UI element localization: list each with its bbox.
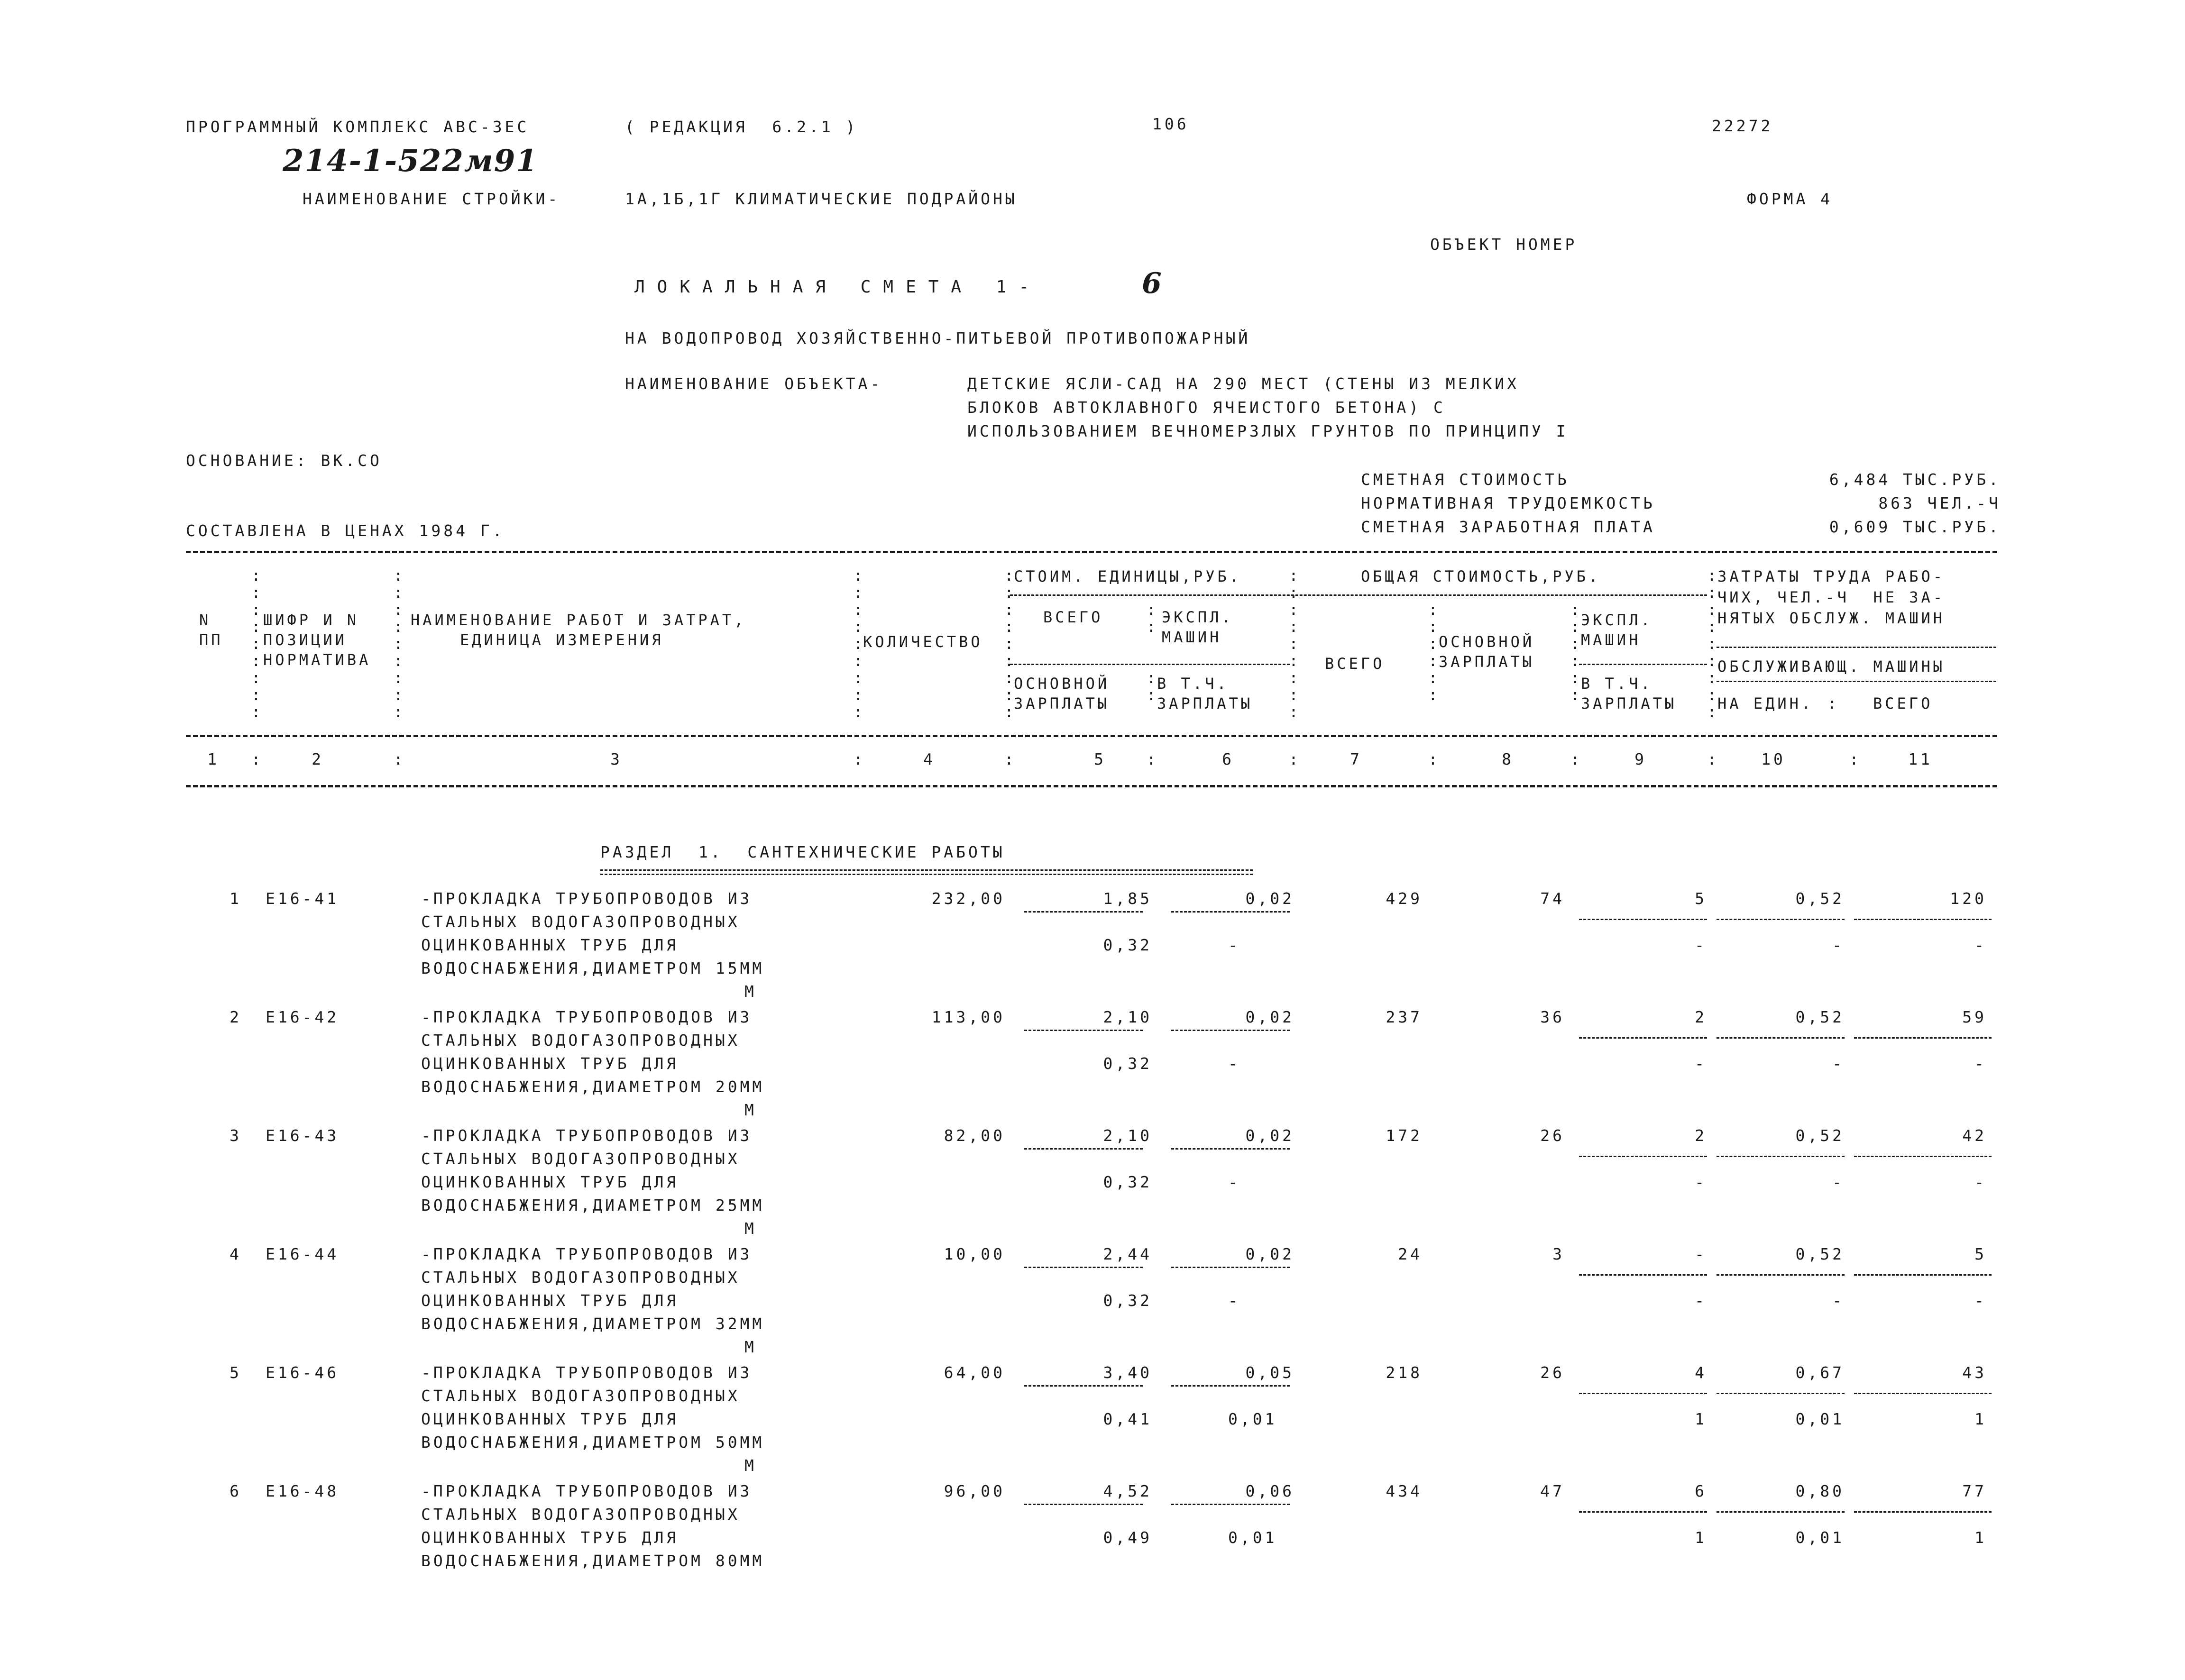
row-name-line: ВОДОСНАБЖЕНИЯ,ДИАМЕТРОМ 25ММ: [421, 1196, 765, 1214]
row-name-line: ВОДОСНАБЖЕНИЯ,ДИАМЕТРОМ 32ММ: [421, 1315, 765, 1333]
separator: :: [1289, 750, 1298, 768]
header-rule-mid: [186, 735, 1997, 737]
cell-divider: [1717, 1393, 1845, 1394]
col-name-label: НАИМЕНОВАНИЕ РАБОТ И ЗАТРАТ,: [411, 611, 746, 629]
row-unit-machine: 0,02: [1245, 1008, 1294, 1026]
cell-divider: [1854, 919, 1992, 920]
row-machine-salary-total: -: [1695, 1291, 1707, 1310]
row-labor-machine-total: 1: [1974, 1410, 1987, 1428]
cell-divider: [1854, 1274, 1992, 1276]
cell-divider: [1579, 1274, 1707, 1276]
row-salary: 74: [1540, 889, 1565, 908]
cell-divider: [1579, 919, 1707, 920]
row-total: 172: [1386, 1126, 1423, 1145]
row-unit-machine-salary: 0,01: [1228, 1410, 1277, 1428]
row-unit-machine: 0,05: [1245, 1363, 1294, 1382]
row-unit-total: 2,10: [1103, 1126, 1152, 1145]
row-labor-machine-total: -: [1974, 1291, 1987, 1310]
object-number: ОБЪЕКТ НОМЕР: [1430, 235, 1578, 254]
row-unit-total: 2,44: [1103, 1245, 1152, 1263]
row-name-line: ВОДОСНАБЖЕНИЯ,ДИАМЕТРОМ 15ММ: [421, 959, 765, 977]
col-labor-sub-label: ОБСЛУЖИВАЮЩ. МАШИНЫ: [1717, 657, 1946, 676]
col-n-label: ПП: [199, 631, 223, 649]
row-code: Е16-42: [266, 1008, 340, 1026]
row-labor-machine-per-unit: 0,01: [1795, 1528, 1845, 1547]
cell-divider: [1171, 1030, 1290, 1031]
row-machine-salary-total: -: [1695, 1054, 1707, 1073]
row-machine-total: 5: [1695, 889, 1707, 908]
separator: :: [1707, 750, 1717, 768]
col-number: 7: [1350, 750, 1362, 768]
header-subrule: [1579, 664, 1707, 665]
col-salary-label: ОСНОВНОЙ: [1439, 633, 1535, 651]
row-machine-total: 2: [1695, 1126, 1707, 1145]
row-unit: М: [744, 1338, 757, 1356]
col-incl-salary-label: ЗАРПЛАТЫ: [1157, 694, 1253, 712]
header-rule-bottom: [186, 785, 1997, 787]
separator: : : : : : :: [1570, 600, 1580, 704]
cell-divider: [1717, 1156, 1845, 1157]
cell-divider: [1579, 1037, 1707, 1039]
row-unit-salary: 0,32: [1103, 1054, 1152, 1073]
cell-divider: [1579, 1511, 1707, 1513]
col-incl-salary-label: В Т.Ч.: [1157, 675, 1229, 693]
row-machine-salary-total: 1: [1695, 1410, 1707, 1428]
object-line-3: ИСПОЛЬЗОВАНИЕМ ВЕЧНОМЕРЗЛЫХ ГРУНТОВ ПО ПРИНЦИПУ I: [967, 422, 1569, 440]
row-labor-per-unit: 0,67: [1795, 1363, 1845, 1382]
cell-divider: [1024, 911, 1143, 913]
col-salary-label: ЗАРПЛАТЫ: [1439, 653, 1535, 671]
row-labor-machine-per-unit: -: [1832, 1291, 1845, 1310]
separator: :: [854, 750, 863, 768]
row-salary: 36: [1540, 1008, 1565, 1026]
construction-value: 1А,1Б,1Г КЛИМАТИЧЕСКИЕ ПОДРАЙОНЫ: [625, 190, 1018, 208]
col-labor-label: ЧИХ, ЧЕЛ.-Ч НЕ ЗА-: [1717, 588, 1946, 606]
row-labor-per-unit: 0,52: [1795, 1008, 1845, 1026]
row-number: 3: [230, 1126, 242, 1145]
program-name: ПРОГРАММНЫЙ КОМПЛЕКС АВС-3ЕС: [186, 118, 530, 136]
estimate-title: ЛОКАЛЬНАЯ СМЕТА 1-: [634, 277, 1042, 297]
col-name-label: ЕДИНИЦА ИЗМЕРЕНИЯ: [460, 631, 664, 649]
row-name-line: ВОДОСНАБЖЕНИЯ,ДИАМЕТРОМ 20ММ: [421, 1077, 765, 1096]
header-rule-top: [186, 551, 1997, 553]
row-labor-per-unit: 0,52: [1795, 1126, 1845, 1145]
row-labor-machine-total: -: [1974, 1173, 1987, 1191]
row-name-line: -ПРОКЛАДКА ТРУБОПРОВОДОВ ИЗ: [421, 1363, 753, 1382]
row-code: Е16-46: [266, 1363, 340, 1382]
cell-divider: [1171, 911, 1290, 913]
row-salary: 3: [1552, 1245, 1565, 1263]
row-labor-per-unit: 0,80: [1795, 1482, 1845, 1500]
col-number: 1: [207, 750, 220, 768]
row-name-line: СТАЛЬНЫХ ВОДОГАЗОПРОВОДНЫХ: [421, 1150, 740, 1168]
row-total: 429: [1386, 889, 1423, 908]
cell-divider: [1579, 1393, 1707, 1394]
col-number: 2: [312, 750, 324, 768]
row-name-line: -ПРОКЛАДКА ТРУБОПРОВОДОВ ИЗ: [421, 1126, 753, 1145]
row-number: 6: [230, 1482, 242, 1500]
row-unit-salary: 0,32: [1103, 1291, 1152, 1310]
col-labor-label: НЯТЫХ ОБСЛУЖ. МАШИН: [1717, 609, 1946, 627]
col-incl-total-label: В Т.Ч.: [1581, 675, 1653, 693]
row-name-line: СТАЛЬНЫХ ВОДОГАЗОПРОВОДНЫХ: [421, 913, 740, 931]
row-number: 2: [230, 1008, 242, 1026]
separator: : : : : : : : : :: [251, 566, 261, 721]
row-labor-per-unit: 0,52: [1795, 1245, 1845, 1263]
row-number: 5: [230, 1363, 242, 1382]
row-quantity: 82,00: [944, 1126, 1005, 1145]
prices-year: СОСТАВЛЕНА В ЦЕНАХ 1984 Г.: [186, 521, 505, 540]
cell-divider: [1717, 1037, 1845, 1039]
col-number: 5: [1094, 750, 1106, 768]
separator: : : : : : : : : :: [854, 566, 863, 721]
row-labor-total: 5: [1974, 1245, 1987, 1263]
summary-value-cost: 6,484 ТЫС.РУБ.: [1829, 470, 2001, 489]
col-number: 3: [610, 750, 623, 768]
col-number: 4: [923, 750, 936, 768]
cell-divider: [1171, 1148, 1290, 1150]
row-unit-total: 1,85: [1103, 889, 1152, 908]
separator: :: [1147, 750, 1156, 768]
row-name-line: СТАЛЬНЫХ ВОДОГАЗОПРОВОДНЫХ: [421, 1268, 740, 1287]
separator: : : : : : : : : :: [394, 566, 403, 721]
col-number: 9: [1634, 750, 1647, 768]
row-name-line: -ПРОКЛАДКА ТРУБОПРОВОДОВ ИЗ: [421, 1245, 753, 1263]
col-machine-label: ЭКСПЛ.: [1162, 608, 1234, 626]
col-unit-total-label: ВСЕГО: [1043, 608, 1103, 626]
row-labor-machine-per-unit: -: [1832, 936, 1845, 954]
row-name-line: СТАЛЬНЫХ ВОДОГАЗОПРОВОДНЫХ: [421, 1031, 740, 1050]
row-unit-machine-salary: -: [1228, 1173, 1240, 1191]
row-labor-total: 42: [1962, 1126, 1987, 1145]
col-code-label: ШИФР И N: [263, 611, 359, 629]
header-subrule: [1717, 647, 1996, 648]
row-name-line: ОЦИНКОВАННЫХ ТРУБ ДЛЯ: [421, 1410, 679, 1428]
row-quantity: 10,00: [944, 1245, 1005, 1263]
row-machine-total: 6: [1695, 1482, 1707, 1500]
row-unit-machine-salary: -: [1228, 1291, 1240, 1310]
col-number: 10: [1761, 750, 1786, 768]
row-salary: 47: [1540, 1482, 1565, 1500]
col-incl-total-label: ЗАРПЛАТЫ: [1581, 694, 1677, 712]
col-machine-total-label: ЭКСПЛ.: [1581, 611, 1653, 629]
row-code: Е16-44: [266, 1245, 340, 1263]
cell-divider: [1024, 1267, 1143, 1268]
row-unit-salary: 0,41: [1103, 1410, 1152, 1428]
row-labor-machine-per-unit: 0,01: [1795, 1410, 1845, 1428]
col-unit-cost-label: СТОИМ. ЕДИНИЦЫ,РУБ.: [1014, 567, 1242, 585]
row-labor-machine-total: -: [1974, 936, 1987, 954]
header-subrule: [1010, 664, 1290, 665]
col-number: 6: [1222, 750, 1234, 768]
summary-value-labor: 863 ЧЕЛ.-Ч: [1878, 494, 2001, 512]
separator: :: [394, 750, 403, 768]
row-code: Е16-43: [266, 1126, 340, 1145]
col-number: 8: [1502, 750, 1514, 768]
page-number: 106: [1152, 115, 1189, 133]
row-unit-machine: 0,02: [1245, 1126, 1294, 1145]
row-unit-total: 3,40: [1103, 1363, 1152, 1382]
document-code: 22272: [1712, 117, 1773, 135]
row-machine-total: 2: [1695, 1008, 1707, 1026]
row-salary: 26: [1540, 1363, 1565, 1382]
row-name-line: ВОДОСНАБЖЕНИЯ,ДИАМЕТРОМ 50ММ: [421, 1433, 765, 1452]
row-name-line: ОЦИНКОВАННЫХ ТРУБ ДЛЯ: [421, 1054, 679, 1073]
separator: :: [1849, 750, 1859, 768]
summary-label-cost: СМЕТНАЯ СТОИМОСТЬ: [1361, 470, 1570, 489]
row-total: 218: [1386, 1363, 1423, 1382]
col-number: 11: [1908, 750, 1933, 768]
col-code-label: НОРМАТИВА: [263, 651, 371, 669]
cell-divider: [1171, 1267, 1290, 1268]
basis: ОСНОВАНИЕ: ВК.СО: [186, 451, 382, 470]
row-machine-salary-total: -: [1695, 936, 1707, 954]
row-name-line: -ПРОКЛАДКА ТРУБОПРОВОДОВ ИЗ: [421, 1008, 753, 1026]
row-quantity: 96,00: [944, 1482, 1005, 1500]
form-number: ФОРМА 4: [1747, 190, 1833, 208]
object-line-1: ДЕТСКИЕ ЯСЛИ-САД НА 290 МЕСТ (СТЕНЫ ИЗ МЕЛКИХ: [967, 374, 1520, 393]
row-unit-total: 2,10: [1103, 1008, 1152, 1026]
estimate-subject: НА ВОДОПРОВОД ХОЗЯЙСТВЕННО-ПИТЬЕВОЙ ПРОТИВОПОЖАРНЫЙ: [625, 329, 1251, 347]
row-labor-machine-per-unit: -: [1832, 1173, 1845, 1191]
col-total-label: ВСЕГО: [1325, 655, 1385, 673]
construction-label: НАИМЕНОВАНИЕ СТРОЙКИ-: [303, 190, 560, 208]
col-labor-label: ЗАТРАТЫ ТРУДА РАБО-: [1717, 567, 1946, 585]
row-unit: М: [744, 1456, 757, 1475]
cell-divider: [1854, 1393, 1992, 1394]
row-name-line: -ПРОКЛАДКА ТРУБОПРОВОДОВ ИЗ: [421, 889, 753, 908]
summary-label-labor: НОРМАТИВНАЯ ТРУДОЕМКОСТЬ: [1361, 494, 1655, 512]
row-unit-machine: 0,02: [1245, 1245, 1294, 1263]
row-total: 237: [1386, 1008, 1423, 1026]
col-machine-label: МАШИН: [1162, 628, 1222, 646]
separator: : : : : : : : : :: [1004, 566, 1014, 721]
separator: : : : : : : : : :: [1289, 566, 1298, 721]
row-labor-total: 120: [1950, 889, 1987, 908]
row-name-line: ОЦИНКОВАННЫХ ТРУБ ДЛЯ: [421, 1291, 679, 1310]
separator: :: [1428, 750, 1438, 768]
cell-divider: [1854, 1511, 1992, 1513]
row-machine-salary-total: -: [1695, 1173, 1707, 1191]
cell-divider: [1171, 1385, 1290, 1387]
row-machine-salary-total: 1: [1695, 1528, 1707, 1547]
row-unit-machine-salary: 0,01: [1228, 1528, 1277, 1547]
object-line-2: БЛОКОВ АВТОКЛАВНОГО ЯЧЕИСТОГО БЕТОНА) С: [967, 398, 1446, 417]
row-unit: М: [744, 1101, 757, 1119]
row-labor-total: 77: [1962, 1482, 1987, 1500]
cell-divider: [1171, 1504, 1290, 1505]
row-labor-machine-total: -: [1974, 1054, 1987, 1073]
separator: :: [1004, 750, 1014, 768]
row-unit-total: 4,52: [1103, 1482, 1152, 1500]
cell-divider: [1854, 1037, 1992, 1039]
cell-divider: [1024, 1030, 1143, 1031]
cell-divider: [1024, 1504, 1143, 1505]
row-salary: 26: [1540, 1126, 1565, 1145]
cell-divider: [1024, 1385, 1143, 1387]
row-unit-machine-salary: -: [1228, 936, 1240, 954]
col-labor-total-label: :: [1827, 694, 1840, 712]
object-label: НАИМЕНОВАНИЕ ОБЪЕКТА-: [625, 374, 883, 393]
row-code: Е16-48: [266, 1482, 340, 1500]
col-code-label: ПОЗИЦИИ: [263, 631, 347, 649]
row-name-line: ОЦИНКОВАННЫХ ТРУБ ДЛЯ: [421, 1528, 679, 1547]
row-total: 434: [1386, 1482, 1423, 1500]
row-code: Е16-41: [266, 889, 340, 908]
row-machine-total: 4: [1695, 1363, 1707, 1382]
cell-divider: [1717, 919, 1845, 920]
cell-divider: [1717, 1274, 1845, 1276]
separator: : : : :: [1147, 600, 1156, 704]
separator: : : : : : : : : :: [1707, 566, 1717, 721]
col-per-unit-label: НА ЕДИН.: [1717, 694, 1814, 712]
col-base-salary-label: ОСНОВНОЙ: [1014, 675, 1110, 693]
row-unit-salary: 0,32: [1103, 936, 1152, 954]
col-machine-total-label: МАШИН: [1581, 631, 1641, 649]
row-quantity: 64,00: [944, 1363, 1005, 1382]
row-unit-salary: 0,32: [1103, 1173, 1152, 1191]
col-qty-label: КОЛИЧЕСТВО: [863, 633, 983, 651]
estimate-number: 6: [1142, 267, 1163, 300]
row-name-line: -ПРОКЛАДКА ТРУБОПРОВОДОВ ИЗ: [421, 1482, 753, 1500]
row-unit-machine-salary: -: [1228, 1054, 1240, 1073]
row-quantity: 232,00: [931, 889, 1005, 908]
edition: ( РЕДАКЦИЯ 6.2.1 ): [625, 118, 858, 136]
summary-value-salary: 0,609 ТЫС.РУБ.: [1829, 518, 2001, 536]
row-unit: М: [744, 1219, 757, 1238]
separator: :: [251, 750, 261, 768]
row-number: 1: [230, 889, 242, 908]
row-name-line: ВОДОСНАБЖЕНИЯ,ДИАМЕТРОМ 80ММ: [421, 1552, 765, 1570]
separator: :: [1570, 750, 1580, 768]
col-n-label: N: [199, 611, 211, 629]
cell-divider: [1854, 1156, 1992, 1157]
row-labor-total: 59: [1962, 1008, 1987, 1026]
separator: : : : : : :: [1428, 600, 1438, 704]
row-labor-machine-total: 1: [1974, 1528, 1987, 1547]
row-machine-total: -: [1695, 1245, 1707, 1263]
row-name-line: СТАЛЬНЫХ ВОДОГАЗОПРОВОДНЫХ: [421, 1387, 740, 1405]
row-labor-machine-per-unit: -: [1832, 1054, 1845, 1073]
row-total: 24: [1398, 1245, 1423, 1263]
section-title: РАЗДЕЛ 1. САНТЕХНИЧЕСКИЕ РАБОТЫ: [600, 843, 1005, 861]
col-base-salary-label: ЗАРПЛАТЫ: [1014, 694, 1110, 712]
cell-divider: [1717, 1511, 1845, 1513]
row-unit-machine: 0,06: [1245, 1482, 1294, 1500]
row-labor-per-unit: 0,52: [1795, 889, 1845, 908]
summary-label-salary: СМЕТНАЯ ЗАРАБОТНАЯ ПЛАТА: [1361, 518, 1655, 536]
handwritten-reference: 214-1-522м91: [283, 143, 538, 179]
row-unit-machine: 0,02: [1245, 889, 1294, 908]
col-labor-total-label: ВСЕГО: [1873, 694, 1933, 712]
row-unit: М: [744, 982, 757, 1001]
row-name-line: ОЦИНКОВАННЫХ ТРУБ ДЛЯ: [421, 1173, 679, 1191]
cell-divider: [1579, 1156, 1707, 1157]
row-number: 4: [230, 1245, 242, 1263]
header-subrule: [1717, 681, 1996, 682]
row-unit-salary: 0,49: [1103, 1528, 1152, 1547]
section-underline: [600, 869, 1253, 875]
row-labor-total: 43: [1962, 1363, 1987, 1382]
row-quantity: 113,00: [931, 1008, 1005, 1026]
cell-divider: [1024, 1148, 1143, 1150]
col-total-cost-label: ОБЩАЯ СТОИМОСТЬ,РУБ.: [1361, 567, 1601, 585]
header-subrule: [1010, 594, 1707, 596]
row-name-line: СТАЛЬНЫХ ВОДОГАЗОПРОВОДНЫХ: [421, 1505, 740, 1524]
row-name-line: ОЦИНКОВАННЫХ ТРУБ ДЛЯ: [421, 936, 679, 954]
